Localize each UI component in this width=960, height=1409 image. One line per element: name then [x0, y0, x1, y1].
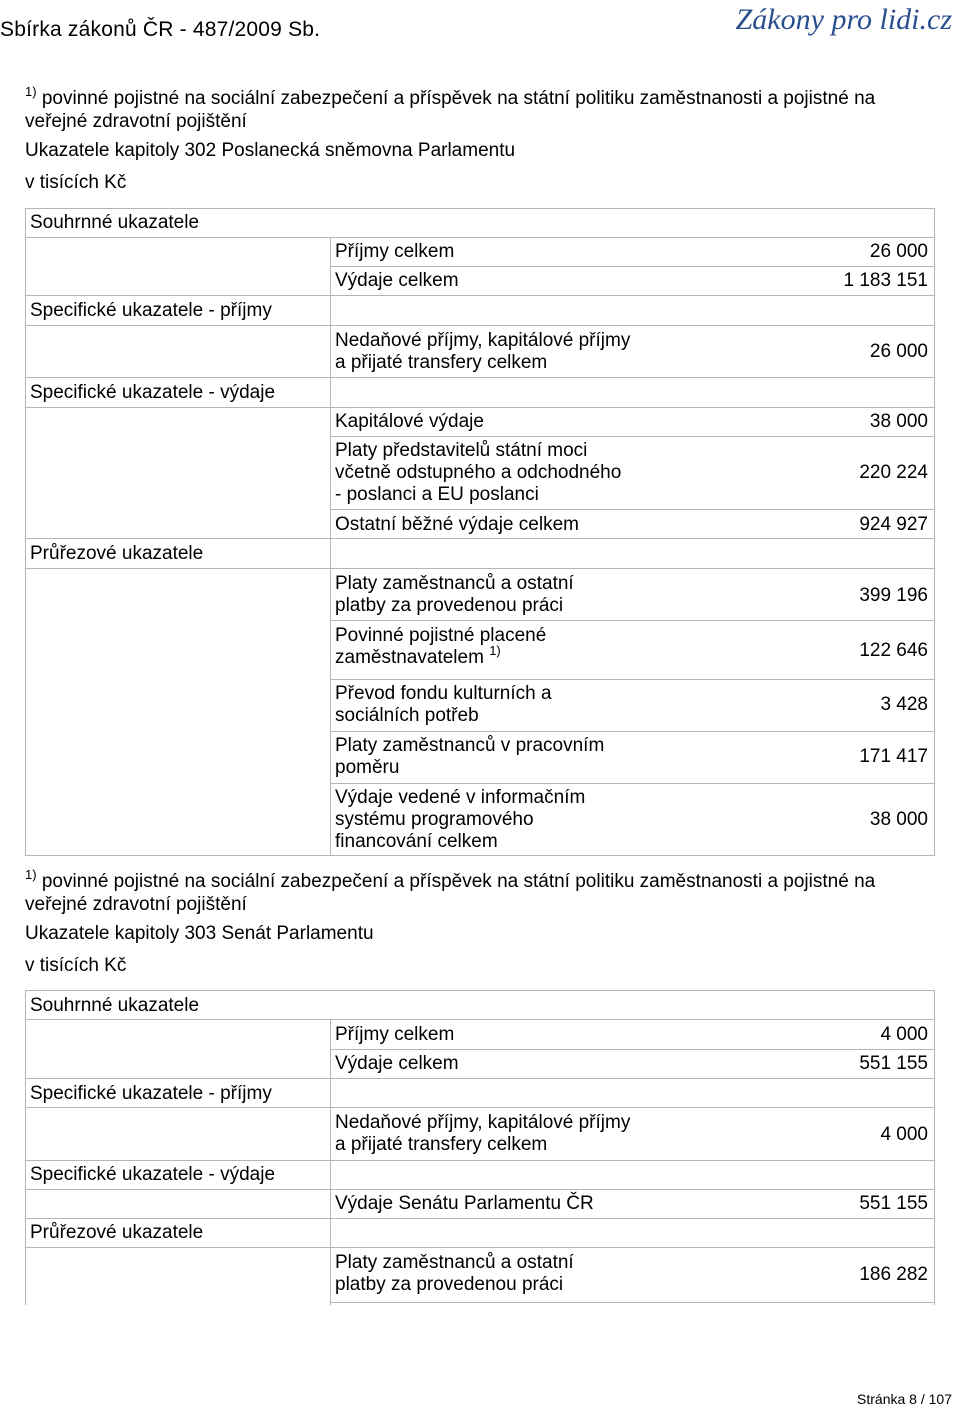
category-cross-sectional: Průřezové ukazatele [30, 1222, 204, 1243]
row-label: Platy představitelů státní moci včetně odstupného a odchodného - poslanci a EU poslanci [335, 440, 622, 505]
unit-label: v tisících Kč [25, 172, 127, 193]
footnote-mark: 1) [25, 84, 37, 99]
row-label: Příjmy celkem [335, 1024, 455, 1045]
row-label: Výdaje Senátu Parlamentu ČR [335, 1193, 594, 1214]
row-label-text: Povinné pojistné placené zaměstnavatelem [335, 625, 547, 668]
page-number: Stránka 8 / 107 [857, 1391, 952, 1407]
category-summary: Souhrnné ukazatele [30, 212, 200, 233]
row-value: 38 000 [869, 411, 928, 432]
row-value: 4 000 [880, 1024, 928, 1045]
site-logo[interactable]: Zákony pro lidi.cz [735, 3, 952, 36]
footnote-ref: 1) [489, 643, 501, 658]
row-value: 1 183 151 [843, 270, 928, 291]
footnote-text: povinné pojistné na sociální zabezpečení a příspěvek na státní politiku zaměstnanosti a pojistné na veřejné zdravotní pojištění [25, 88, 876, 132]
category-specific-income: Specifické ukazatele - příjmy [30, 1083, 272, 1104]
row-label: Výdaje celkem [335, 270, 459, 291]
row-label: Nedaňové příjmy, kapitálové příjmy a přijaté transfery celkem [335, 330, 631, 373]
row-value: 26 000 [869, 241, 928, 262]
row-label: Platy zaměstnanců v pracovním poměru [335, 735, 605, 778]
chapter-title-303: Ukazatele kapitoly 303 Senát Parlamentu [25, 923, 374, 944]
footnote-text: povinné pojistné na sociální zabezpečení a příspěvek na státní politiku zaměstnanosti a pojistné na veřejné zdravotní pojištění [25, 871, 876, 915]
row-label: Nedaňové příjmy, kapitálové příjmy a přijaté transfery celkem [335, 1112, 631, 1155]
document-title: Sbírka zákonů ČR - 487/2009 Sb. [0, 18, 321, 41]
row-value: 4 000 [880, 1124, 928, 1145]
row-label: Výdaje vedené v informačním systému programového financování celkem [335, 787, 586, 852]
category-specific-expenses: Specifické ukazatele - výdaje [30, 1164, 276, 1185]
row-value: 3 428 [880, 694, 928, 715]
chapter-title-302: Ukazatele kapitoly 302 Poslanecká sněmovna Parlamentu [25, 140, 516, 161]
row-label: Platy zaměstnanců a ostatní platby za provedenou práci [335, 1252, 574, 1295]
row-value: 924 927 [859, 514, 928, 535]
category-summary: Souhrnné ukazatele [30, 995, 200, 1016]
footnote-2 [25, 867, 925, 916]
row-label [335, 625, 565, 670]
row-label: Platy zaměstnanců a ostatní platby za provedenou práci [335, 573, 574, 616]
row-value: 38 000 [869, 809, 928, 830]
footnote-1 [25, 84, 925, 133]
row-value: 399 196 [859, 585, 928, 606]
row-value: 186 282 [859, 1264, 928, 1285]
category-specific-income: Specifické ukazatele - příjmy [30, 300, 272, 321]
row-label: Výdaje celkem [335, 1053, 459, 1074]
row-value: 551 155 [859, 1193, 928, 1214]
category-specific-expenses: Specifické ukazatele - výdaje [30, 382, 276, 403]
category-cross-sectional: Průřezové ukazatele [30, 543, 204, 564]
row-label: Ostatní běžné výdaje celkem [335, 514, 579, 535]
row-label: Příjmy celkem [335, 241, 455, 262]
row-value: 220 224 [859, 462, 928, 483]
row-value: 26 000 [869, 341, 928, 362]
row-label: Převod fondu kulturních a sociálních potřeb [335, 683, 552, 726]
footnote-mark: 1) [25, 867, 37, 882]
row-value: 171 417 [859, 746, 928, 767]
row-value: 551 155 [859, 1053, 928, 1074]
row-label: Kapitálové výdaje [335, 411, 484, 432]
unit-label: v tisících Kč [25, 955, 127, 976]
row-value: 122 646 [859, 640, 928, 661]
